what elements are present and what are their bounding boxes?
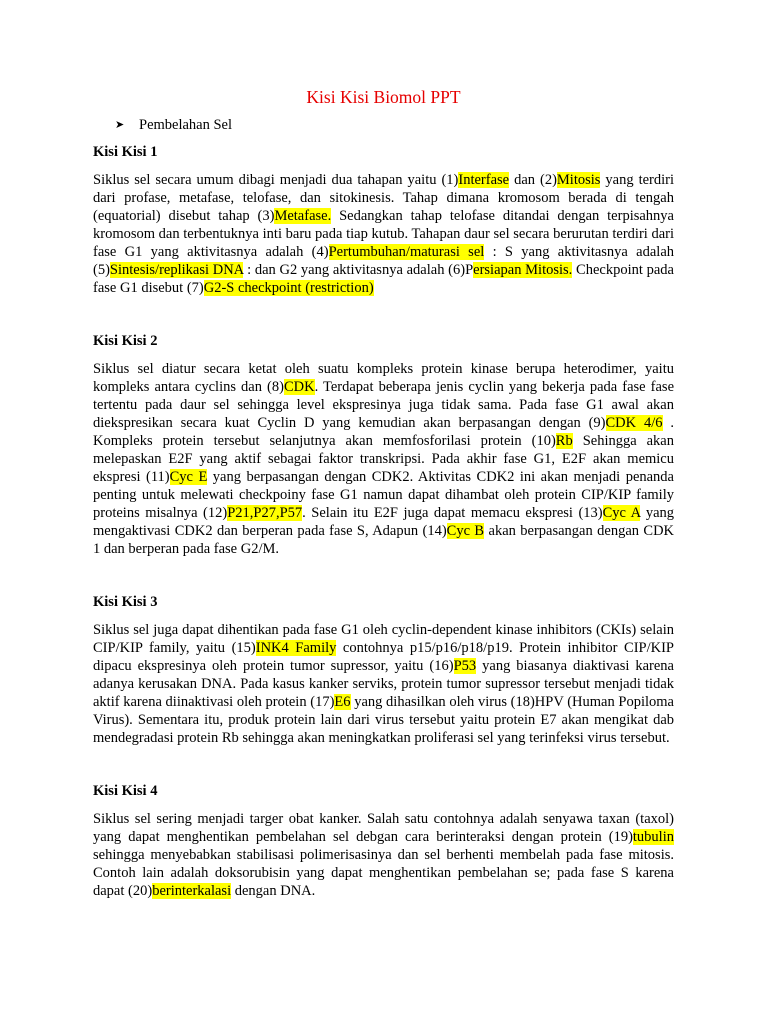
highlighted-answer: P53	[453, 658, 477, 674]
highlighted-answer: INK4 Family	[255, 640, 337, 656]
highlighted-answer: Metafase.	[274, 208, 332, 224]
highlighted-answer: P21,P27,P57	[227, 505, 303, 521]
bullet-text: Pembelahan Sel	[139, 117, 233, 133]
arrowhead-bullet-icon: ➤	[115, 119, 125, 131]
paragraph-text: . Terdapat beberapa jenis cyclin yang bekerja pada fase fase tertentu pada daur sel sehingga level ekspresinya juga tidak sama. Pada fase G1 awal akan diekspresikan secara kuat Cyclin D yang kemudian akan berpasangan dengan (9)	[93, 379, 675, 431]
paragraph-text: yang berpasangan dengan CDK2. Aktivitas CDK2 ini akan menjadi penanda penting untuk melewati checkpoiny fase G1 namun dapat dihambat oleh protein CIP/KIP family proteins misalnya (12)	[93, 469, 674, 521]
paragraph-text: contohnya p15/p16/p18/p19. Protein inhibitor CIP/KIP dipacu ekspresinya oleh protein tumor supressor, yaitu (16)	[93, 640, 674, 674]
paragraph-text: Sedangkan tahap telofase ditandai dengan terpisahnya kromosom dan terbentuknya inti baru pada tiap kutub. Tahapan daur sel secara berurutan terdiri dari fase G1 yang aktivitasnya adalah (4)	[93, 208, 674, 260]
section-heading: Kisi Kisi 3	[93, 594, 158, 610]
paragraph-text: . Selain itu E2F juga dapat memacu ekspresi (13)	[302, 505, 603, 521]
section-heading: Kisi Kisi 1	[93, 144, 158, 160]
paragraph-text: Siklus sel secara umum dibagi menjadi dua tahapan yaitu (1)	[93, 172, 459, 188]
paragraph-text: dan (2)	[509, 172, 557, 188]
section-kisi-3	[93, 593, 674, 747]
paragraph-text: . Kompleks protein tersebut selanjutnya akan memfosforilasi protein (10)	[93, 415, 674, 449]
paragraph-text: Checkpoint pada fase G1 disebut (7)	[93, 262, 674, 296]
paragraph-text: dengan DNA.	[231, 883, 316, 899]
highlighted-answer: Interfase	[458, 172, 510, 188]
highlighted-answer: G2-S checkpoint (restriction)	[203, 280, 374, 296]
paragraph-text: yang dihasilkan oleh virus (18)HPV (Human Popiloma Virus). Sementara itu, produk protein lain dari virus tersebut yaitu protein E7 akan mengikat dab mendegradasi protein Rb sehingga akan meningkatkan proliferasi sel yang terinfeksi virus tersebut.	[93, 694, 674, 746]
highlighted-answer: Cyc E	[169, 469, 208, 485]
paragraph-text: yang mengaktivasi CDK2 dan berperan pada fase S, Adapun (14)	[93, 505, 675, 539]
section-kisi-4	[93, 782, 674, 900]
section-heading: Kisi Kisi 2	[93, 333, 158, 349]
paragraph-text: Siklus sel sering menjadi targer obat kanker. Salah satu contohnya adalah senyawa taxan (taxol) yang dapat menghentikan pembelahan sel debgan cara berinteraksi dengan protein (19)	[93, 811, 674, 845]
section-heading: Kisi Kisi 4	[93, 783, 158, 799]
section-paragraph	[93, 360, 674, 558]
paragraph-text: sehingga menyebabkan stabilisasi polimerisasinya dan sel berhenti membelah pada fase mitosis. Contoh lain adalah doksorubisin yang dapat menghentikan pembelahan se; pada fase S karena dapat (20)	[93, 847, 674, 899]
highlighted-answer: Sintesis/replikasi DNA	[109, 262, 244, 278]
paragraph-text: yang terdiri dari profase, metafase, telofase, dan sitokinesis. Tahap dimana kromosom berada di tengah (equatorial) disebut tahap (3)	[93, 172, 675, 224]
highlighted-answer: E6	[334, 694, 351, 710]
section-paragraph	[93, 810, 674, 900]
document-title: Kisi Kisi Biomol PPT	[306, 87, 461, 107]
paragraph-text: : S yang aktivitasnya adalah (5)	[93, 244, 675, 278]
paragraph-text: : dan G2 yang aktivitasnya adalah (6)P	[243, 262, 474, 278]
paragraph-text: Sehingga akan melepaskan E2F yang aktif sebagai faktor transkripsi. Pada akhir fase G1, E2F akan memicu ekspresi (11)	[93, 433, 674, 485]
highlighted-answer: tubulin	[632, 829, 674, 845]
section-kisi-1	[93, 143, 674, 297]
highlighted-answer: CDK	[283, 379, 315, 395]
section-paragraph	[93, 621, 674, 747]
section-kisi-2	[93, 332, 674, 558]
paragraph-text: Siklus sel juga dapat dihentikan pada fase G1 oleh cyclin-dependent kinase inhibitors (CKIs) selain CIP/KIP family, yaitu (15)	[93, 622, 674, 656]
highlighted-answer: CDK 4/6	[605, 415, 663, 431]
highlighted-answer: ersiapan Mitosis.	[473, 262, 573, 278]
highlighted-answer: Cyc A	[602, 505, 641, 521]
bullet-item	[115, 116, 674, 134]
highlighted-answer: Mitosis	[556, 172, 601, 188]
paragraph-text: Siklus sel diatur secara ketat oleh suatu kompleks protein kinase berupa heterodimer, yaitu kompleks antara cyclins dan (8)	[93, 361, 674, 395]
paragraph-text: yang biasanya diaktivasi karena adanya kerusakan DNA. Pada kasus kanker serviks, protein tumor supressor tersebut menjadi tidak aktif karena diinaktivasi oleh protein (17)	[93, 658, 674, 710]
highlighted-answer: Cyc B	[446, 523, 485, 539]
highlighted-answer: Rb	[555, 433, 573, 449]
paragraph-text: akan berpasangan dengan CDK 1 dan berperan pada fase G2/M.	[93, 523, 675, 557]
section-paragraph	[93, 171, 674, 297]
highlighted-answer: Pertumbuhan/maturasi sel	[328, 244, 485, 260]
highlighted-answer: berinterkalasi	[152, 883, 232, 899]
